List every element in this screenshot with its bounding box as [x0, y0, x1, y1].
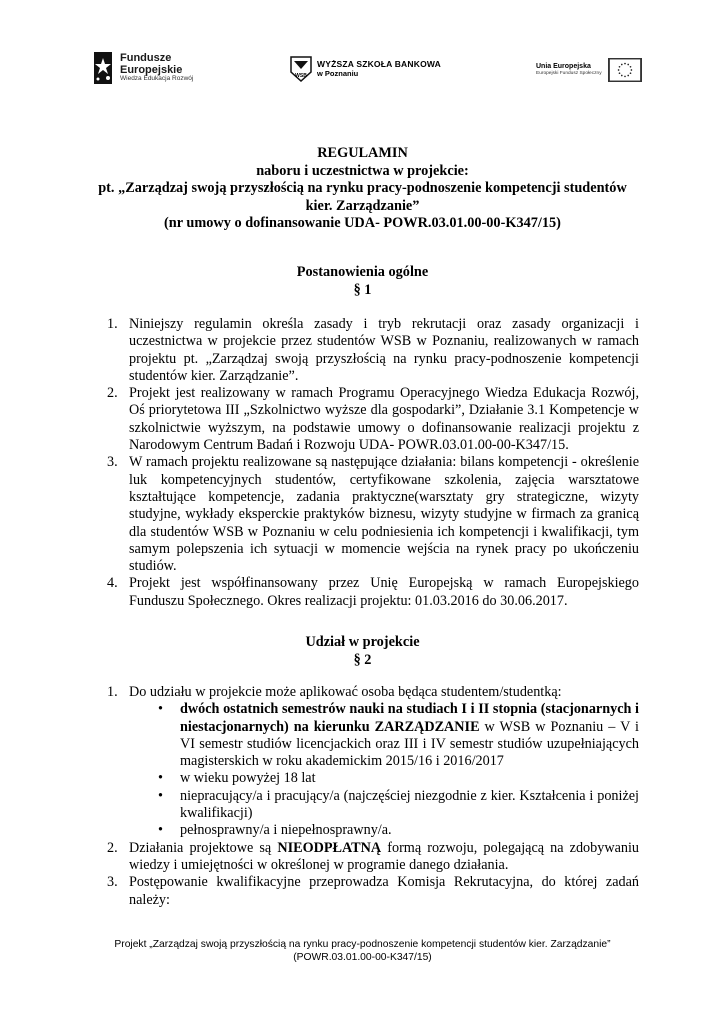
- section2-heading: [60, 634, 665, 669]
- title-line-3: pt. „Zarządzaj swoją przyszłością na rynku pracy-podnoszenie kompetencji studentów: [98, 180, 627, 196]
- list-item: 2. Projekt jest realizowany w ramach Programu Operacyjnego Wiedza Edukacja Rozwój, Oś priorytetowa III „Szkolnictwo wyższe dla gospodarki”, Działanie 3.1 Kompetencje w szkolnictwie wyższym, na podstawie umowy o dofinansowanie realizacji projektu z Narodowym Centrum Badań i Rozwoju UDA- POWR.03.01.00-00-K347/15.: [107, 385, 639, 454]
- section2-list-cont: [0, 840, 725, 909]
- star-flag-icon: [92, 50, 116, 86]
- wsb-badge-text: WSB: [295, 73, 307, 79]
- section1-content: [0, 316, 725, 610]
- wsb-shield-icon: [290, 56, 312, 82]
- title-line-2: naboru i uczestnictwa w projekcie:: [256, 162, 469, 179]
- bullet-item: • niepracujący/a i pracujący/a (najczęściej niezgodnie z kier. Kształcenia i poniżej kwalifikacji): [158, 787, 639, 822]
- logo-bar: [0, 44, 725, 100]
- section2-title: Udział w projekcie: [305, 634, 420, 650]
- list-item: 2. Działania projektowe są NIEODPŁATNĄ formą rozwoju, polegającą na zdobywaniu wiedzy i umiejętności w określonej w programie danego działania.: [107, 839, 639, 873]
- wsb-line1: WYŻSZA SZKOŁA BANKOWA: [317, 59, 441, 70]
- bullet-item: • w wieku powyżej 18 lat: [158, 770, 316, 787]
- section2-paragraph-sign: § 2: [353, 651, 372, 668]
- section1-list: [0, 316, 725, 610]
- wsb-line2: w Poznaniu: [317, 68, 359, 78]
- bullet-item: • pełnosprawny/a i niepełnosprawny/a.: [158, 822, 392, 839]
- footer-line-2: (POWR.03.01.00-00-K347/15): [293, 952, 432, 963]
- page-footer: [60, 938, 665, 964]
- ue-line2: Europejski Fundusz Społeczny: [536, 71, 602, 77]
- list-item: 1. Niniejszy regulamin określa zasady i tryb rekrutacji oraz zasady organizacji i uczestnictwa w projekcie przez studentów WSB w Poznaniu, realizowanych w ramach projektu pt. „Zarządzaj swoją przyszłością na rynku pracy-podnoszenie kompetencji studentów kier. Zarządzanie”.: [107, 316, 639, 384]
- fundusze-europejskie-logo: [92, 50, 193, 86]
- fe-line2: Europejskie: [120, 63, 183, 76]
- section2-list: [0, 684, 725, 701]
- section1-paragraph-sign: § 1: [353, 281, 372, 298]
- eu-flag-icon: [608, 58, 642, 82]
- list-item: 3. Postępowanie kwalifikacyjne przeprowadza Komisja Rekrutacyjna, do której zadań należy:: [107, 874, 639, 908]
- list-item: 3. W ramach projektu realizowane są następujące działania: bilans kompetencji - określenie luk kompetencyjnych studentów, certyfikowane szkolenia, zajęcia warsztatowe kształtujące kompetencje, zadania praktyczne(warsztaty gry strategiczne, wizyty studyjne, wykłady eksperckie praktyków biznesu, wizyty studyjne w firmach za granicą dla studentów WSB w Poznaniu w celu podniesienia ich kompetencji i kwalifikacji, tym samym polepszenia ich sytuacji w momencie wejścia na rynek pracy po ukończeniu studiów.: [107, 454, 639, 575]
- fe-line1: Fundusze: [120, 52, 172, 65]
- list-item: 4. Projekt jest współfinansowany przez Unię Europejską w ramach Europejskiego Funduszu Społecznego. Okres realizacji projektu: 01.03.2016 do 30.06.2017.: [107, 575, 639, 609]
- list-item: 1. Do udziału w projekcie może aplikować osoba będąca studentem/studentką:: [107, 684, 562, 700]
- title-line-4: kier. Zarządzanie”: [305, 197, 420, 214]
- eligibility-bullets: [0, 701, 725, 839]
- section2-content: [0, 684, 725, 909]
- fe-line3: Wiedza Edukacja Rozwój: [120, 75, 194, 83]
- bullet-item: • dwóch ostatnich semestrów nauki na studiach I i II stopnia (stacjonarnych i niestacjonarnych) na kierunku ZARZĄDZANIE w WSB w Poznaniu – V i VI semestr studiów licencjackich oraz III i IV semestr studiów uzupełniających magisterskich w roku akademickim 2015/16 i 2016/2017: [158, 701, 639, 770]
- footer-line-1: Projekt „Zarządzaj swoją przyszłością na rynku pracy-podnoszenie kompetencji studentów kier. Zarządzanie”: [114, 939, 611, 950]
- ue-line1: Unia Europejska: [536, 62, 591, 70]
- wsb-logo: [290, 56, 441, 82]
- section1-title: Postanowienia ogólne: [296, 264, 429, 280]
- ue-logo: [536, 58, 642, 82]
- title-line-1: REGULAMIN: [317, 145, 408, 161]
- section1-heading: [60, 264, 665, 299]
- document-title: [60, 145, 665, 233]
- title-line-5: (nr umowy o dofinansowanie UDA- POWR.03.01.00-00-K347/15): [164, 215, 561, 231]
